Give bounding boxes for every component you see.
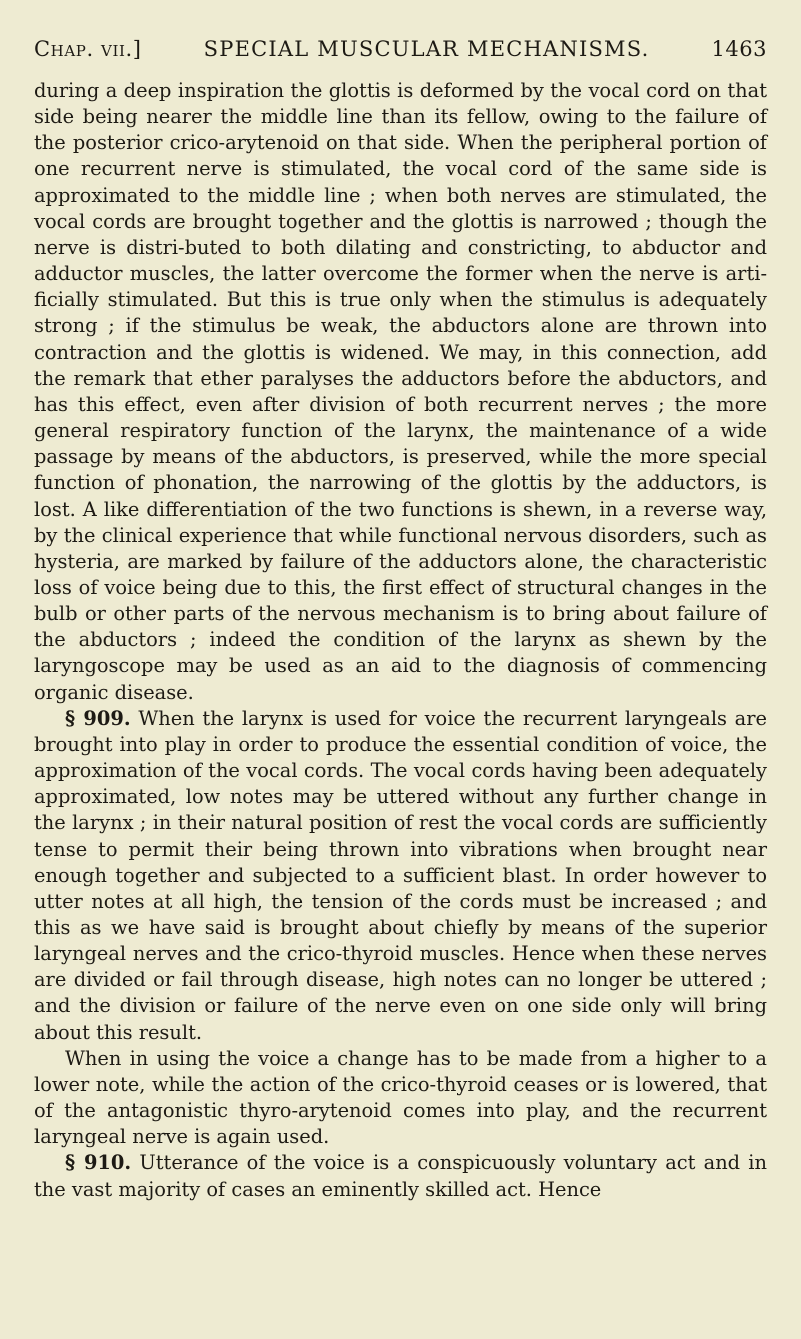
running-title: SPECIAL MUSCULAR MECHANISMS. [203, 37, 650, 61]
page-number: 1463 [711, 37, 767, 61]
section-number-909: § 909. [65, 706, 131, 730]
chapter-label: Chap. vii.] [34, 37, 142, 61]
paragraph-1-text: during a deep inspiration the glottis is deformed by the vocal cord on that side being nearer the middle line than its fellow, owing to the failure of the posterior crico-arytenoid on that side. When the peripheral portion of one recurrent nerve is stimulated, the vocal cord of the same side is approximated to the middle line ; when both nerves are stimulated, the vocal cords are brought together and the glottis is narrowed ; though the nerve is distri-buted to both dilating and constricting, to abductor and adductor muscles, the latter overcome the former when the nerve is arti-ficially stimulated. But this is true only when the stimulus is adequately strong ; if the stimulus be weak, the abductors alone are thrown into contraction and the glottis is widened. We may, in this connection, add the remark that ether paralyses the adductors before the abductors, and has this effect, even after division of both recurrent nerves ; the more general respiratory function of the larynx, the maintenance of a wide passage by means of the abductors, is preserved, while the more special function of phonation, the narrowing of the glottis by the adductors, is lost. A like differentiation of the two functions is shewn, in a reverse way, by the clinical experience that while functional nervous disorders, such as hysteria, are marked by failure of the adductors alone, the characteristic loss of voice being due to this, the first effect of structural changes in the bulb or other parts of the nervous mechanism is to bring about failure of the abductors ; indeed the condition of the larynx as shewn by the laryngoscope may be used as an aid to the diagnosis of commencing organic disease. [34, 79, 767, 704]
paragraph-3 [34, 1046, 767, 1151]
running-head [34, 36, 767, 62]
paragraph-2-text: When the larynx is used for voice the recurrent laryngeals are brought into play in order to produce the essential condition of voice, the approximation of the vocal cords. The vocal cords having been adequately approximated, low notes may be uttered without any further change in the larynx ; in their natural position of rest the vocal cords are sufficiently tense to permit their being thrown into vibrations when brought near enough together and subjected to a sufficient blast. In order however to utter notes at all high, the tension of the cords must be increased ; and this as we have said is brought about chiefly by means of the superior laryngeal nerves and the crico-thyroid muscles. Hence when these nerves are divided or fail through disease, high notes can no longer be uttered ; and the division or failure of the nerve even on one side only will bring about this result. [34, 706, 767, 1044]
paragraph-1 [34, 78, 767, 706]
paragraph-3-text: When in using the voice a change has to be made from a higher to a lower note, while the action of the crico-thyroid ceases or is lowered, that of the antagonistic thyro-arytenoid comes into play, and the recurrent laryngeal nerve is again used. [34, 1046, 767, 1149]
paragraph-section-910 [34, 1150, 767, 1202]
section-number-910: § 910. [65, 1151, 132, 1175]
body-text [34, 78, 767, 1203]
paragraph-4-text: Utterance of the voice is a conspicuously voluntary act and in the vast majority of cases an eminently skilled act. Hence [34, 1151, 767, 1201]
paragraph-section-909 [34, 706, 767, 1046]
